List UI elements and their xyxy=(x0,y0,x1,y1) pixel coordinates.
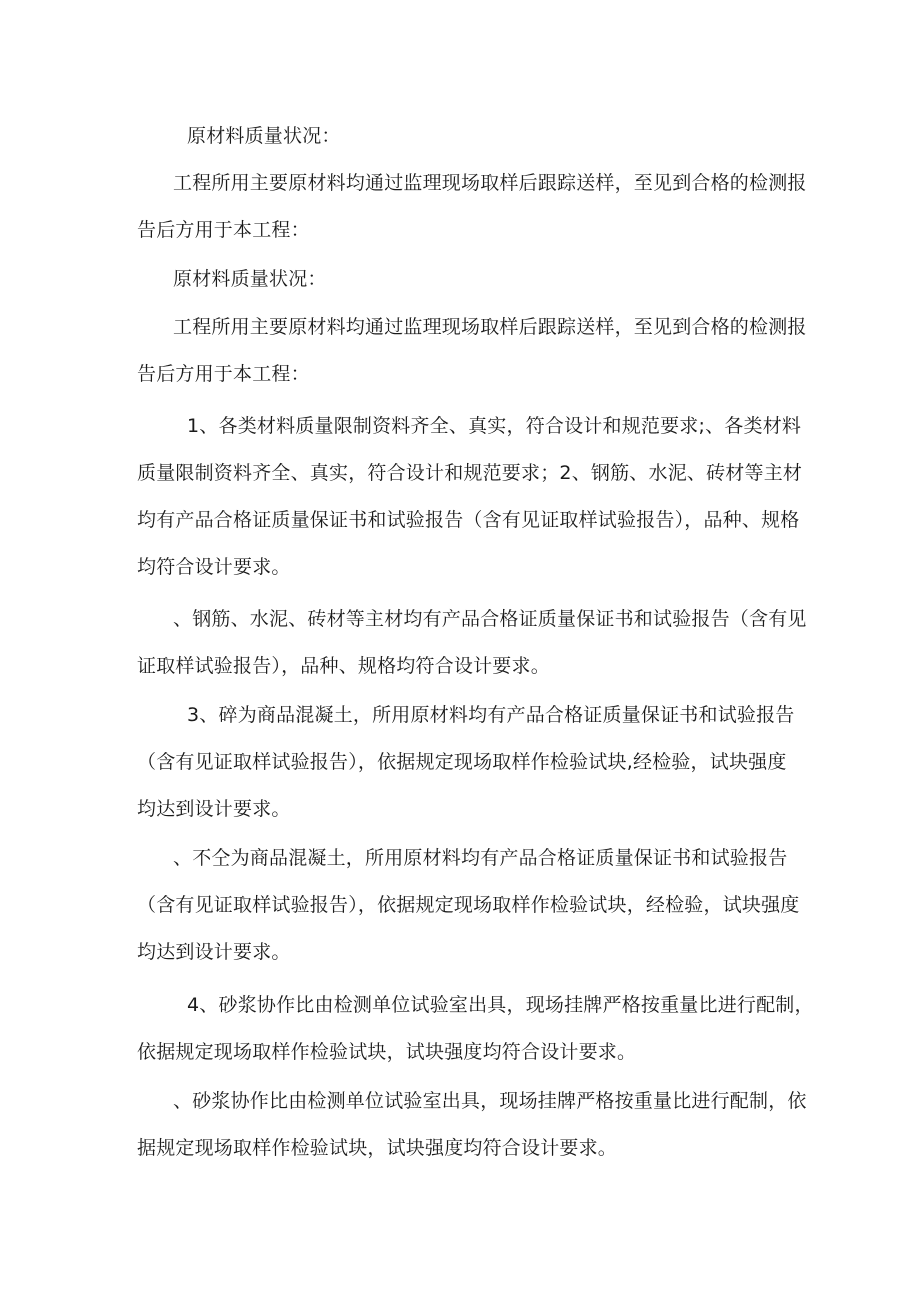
paragraph-body-2 xyxy=(137,304,807,398)
text-line: 均达到设计要求。 xyxy=(137,941,291,963)
text-line: （含有见证取样试验报告），依据规定现场取样作检验试块，经检验，试块强度 xyxy=(137,894,800,916)
text-line: 3、碎为商品混凝土，所用原材料均有产品合格证质量保证书和试验报告 xyxy=(187,704,795,726)
text-line: 质量限制资料齐全、真实，符合设计和规范要求；2、钢筋、水泥、砖材等主材 xyxy=(137,462,803,484)
text-line: 、钢筋、水泥、砖材等主材均有产品合格证质量保证书和试验报告（含有见 xyxy=(173,608,807,630)
paragraph-item-6 xyxy=(137,1078,807,1172)
text-line: 原材料质量状况： xyxy=(173,268,327,290)
paragraph-item-1 xyxy=(137,403,803,591)
text-line: 4、砂浆协作比由检测单位试验室出具，现场挂牌严格按重量比进行配制， xyxy=(187,994,814,1016)
paragraph-item-3 xyxy=(137,692,797,833)
text-line: 告后方用于本工程： xyxy=(137,363,310,385)
text-line: 1、各类材料质量限制资料齐全、真实，符合设计和规范要求;、各类材料 xyxy=(187,415,802,437)
paragraph-item-2 xyxy=(137,596,807,690)
text-line: 工程所用主要原材料均通过监理现场取样后跟踪送样，至见到合格的检测报 xyxy=(173,316,807,338)
text-line: 均有产品合格证质量保证书和试验报告（含有见证取样试验报告），品种、规格 xyxy=(137,509,800,531)
paragraph-item-5 xyxy=(137,982,814,1076)
text-line: 工程所用主要原材料均通过监理现场取样后跟踪送样，至见到合格的检测报 xyxy=(173,172,807,194)
text-line: 据规定现场取样作检验试块，试块强度均符合设计要求。 xyxy=(137,1137,618,1159)
text-line: 均符合设计要求。 xyxy=(137,556,291,578)
text-line: 证取样试验报告），品种、规格均符合设计要求。 xyxy=(137,655,550,677)
text-line: 告后方用于本工程： xyxy=(137,219,310,241)
text-line: 、不仝为商品混凝土，所用原材料均有产品合格证质量保证书和试验报告 xyxy=(173,847,788,869)
text-line: 依据规定现场取样作检验试块，试块强度均符合设计要求。 xyxy=(137,1041,637,1063)
text-line: 、砂浆协作比由检测单位试验室出具，现场挂牌严格按重量比进行配制，依 xyxy=(173,1090,807,1112)
text-line: （含有见证取样试验报告），依据规定现场取样作检验试块,经检验，试块强度 xyxy=(137,751,787,773)
paragraph-heading-2 xyxy=(137,256,797,303)
paragraph-item-4 xyxy=(137,835,800,976)
paragraph-body-1 xyxy=(137,160,807,254)
text-line: 原材料质量状况： xyxy=(187,125,341,147)
text-line: 均达到设计要求。 xyxy=(137,798,291,820)
paragraph-heading-1 xyxy=(137,113,797,160)
